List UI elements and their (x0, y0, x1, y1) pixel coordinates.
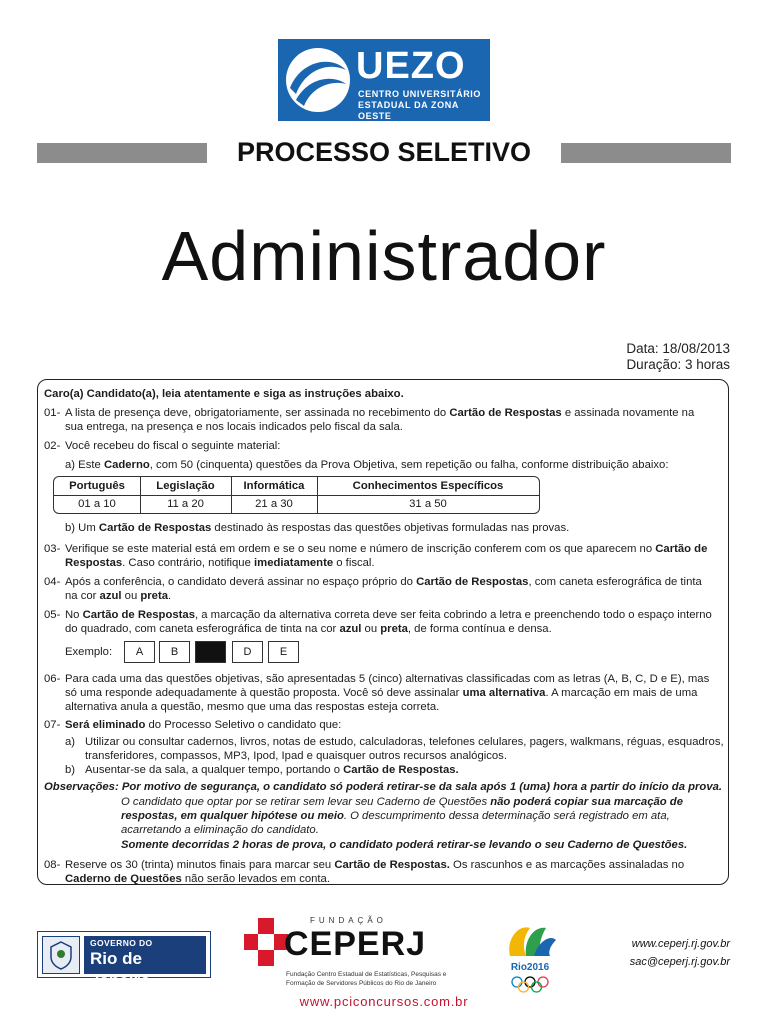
rio2016-emblem-icon (500, 918, 560, 964)
distribution-table (53, 476, 540, 514)
example-label: Exemplo: (65, 646, 113, 658)
item-number: 08- (44, 859, 61, 871)
item-01-line1: A lista de presença deve, obrigatoriamente, ser assinada no recebimento do Cartão de Respostas e assinada novamente na (65, 407, 695, 419)
governo-rj-logo (37, 931, 211, 990)
title-bar-right (561, 143, 731, 163)
ceperj-name: CEPERJ (284, 925, 427, 963)
example-option-e: E (268, 641, 299, 663)
item-number: 04- (44, 576, 61, 588)
uezo-swirl-icon (286, 48, 350, 112)
table-header: Conhecimentos Específicos (352, 480, 504, 492)
uezo-subtitle-line2: ESTADUAL DA ZONA OESTE (358, 100, 459, 121)
item-05-line1: No Cartão de Respostas, a marcação da alternativa correta deve ser feita cobrindo a letra e preenchendo todo o espaço interno (65, 609, 712, 621)
item-07-sub-a-line1: Utilizar ou consultar cadernos, livros, notas de estudo, calculadoras, telefones celulares, pagers, walkmans, réguas, esquadros, (85, 736, 724, 748)
governo-rj-label (84, 936, 206, 990)
table-header: Português (69, 480, 125, 492)
rio2016-label: Rio2016 (510, 962, 550, 973)
table-cell: 11 a 20 (167, 498, 204, 510)
table-cell: 01 a 10 (78, 498, 116, 510)
item-07-sub-a-label: a) (65, 736, 76, 748)
item-04-line1: Após a conferência, o candidato deverá assinar no espaço próprio do Cartão de Respostas, com caneta esferográfica de tinta (65, 576, 702, 588)
uezo-logo (278, 39, 490, 121)
observations-line1: Observações: Por motivo de segurança, o candidato só poderá retirar-se da sala após 1 (uma) hora a partir do início da prova. (44, 781, 723, 793)
item-03-line1: Verifique se este material está em ordem e se o seu nome e número de inscrição conferem com os que aparecem no Cartão de (65, 543, 708, 555)
example-option-b: B (159, 641, 190, 663)
item-08-line1: Reserve os 30 (trinta) minutos finais para marcar seu Cartão de Respostas. Os rascunhos e as marcações assinaladas no (65, 859, 685, 871)
item-05-line2: do quadrado, com caneta esferográfica de tinta na cor azul ou preta, de forma contínua e densa. (65, 623, 552, 635)
item-08-line2: Caderno de Questões não serão levados em conta. (65, 873, 330, 885)
ceperj-fundacao: FUNDAÇÃO (310, 916, 387, 925)
ceperj-description: Fundação Centro Estadual de Estatísticas, Pesquisas e Formação de Servidores Públicos do Rio de Janeiro (286, 971, 447, 987)
item-07-sub-b: Ausentar-se da sala, a qualquer tempo, portando o Cartão de Respostas. (85, 764, 459, 776)
item-03-line2: Respostas. Caso contrário, notifique imediatamente o fiscal. (65, 557, 375, 569)
title-bar-left (37, 143, 207, 163)
exam-duration: Duração: 3 horas (626, 357, 730, 372)
item-06-line1: Para cada uma das questões objetivas, são apresentadas 5 (cinco) alternativas classificadas com as letras (A, B, C, D e E), mas (65, 673, 710, 685)
email-link[interactable]: sac@ceperj.rj.gov.br (629, 956, 730, 968)
example-option-c-filled (195, 641, 226, 663)
observations-line4: acarretando a eliminação do candidato. (121, 824, 319, 836)
item-number: 06- (44, 673, 61, 685)
governo-line1: GOVERNO DO (90, 938, 153, 948)
item-02-a: a) Este Caderno, com 50 (cinquenta) questões da Prova Objetiva, sem repetição ou falha, conforme distribuição abaixo: (65, 459, 669, 471)
item-04-line2: na cor azul ou preta. (65, 590, 172, 602)
website-link[interactable]: www.ceperj.rj.gov.br (631, 938, 730, 950)
item-number: 03- (44, 543, 61, 555)
item-07-sub-b-label: b) (65, 764, 76, 776)
item-07-sub-a-line2: transferidores, compassos, MP3, Ipod, Ipad e quaisquer outros recursos analógicos. (85, 750, 507, 762)
item-number: 07- (44, 719, 61, 731)
ceperj-cross-icon (244, 918, 288, 978)
item-02-line1: Você recebeu do fiscal o seguinte material: (65, 440, 281, 452)
item-01-line2: sua entrega, na presença e nos locais indicados pelo fiscal da sala. (65, 421, 403, 433)
item-number: 05- (44, 609, 61, 621)
item-06-line2: só uma responde adequadamente à questão proposta. Você só deve assinalar uma alternativa. A marcação em mais de uma (65, 687, 698, 699)
example-option-a: A (124, 641, 155, 663)
governo-line2: Rio de Janeiro (90, 949, 151, 990)
section-title: PROCESSO SELETIVO (236, 137, 532, 167)
item-02-b: b) Um Cartão de Respostas destinado às respostas das questões objetivas formuladas nas provas. (65, 522, 570, 534)
instructions-intro: Caro(a) Candidato(a), leia atentamente e siga as instruções abaixo. (44, 388, 404, 400)
page-title: Administrador (161, 217, 607, 295)
item-number: 01- (44, 407, 61, 419)
exam-date: Data: 18/08/2013 (626, 341, 730, 356)
ceperj-logo (244, 914, 454, 994)
table-header: Informática (243, 480, 305, 492)
rio2016-logo (500, 918, 560, 996)
item-07-line1: Será eliminado do Processo Seletivo o candidato que: (65, 719, 342, 731)
rj-crest-icon (42, 936, 80, 974)
observations-line5: Somente decorridas 2 horas de prova, o candidato poderá retirar-se levando o seu Caderno de Questões. (121, 839, 688, 851)
table-cell: 21 a 30 (255, 498, 293, 510)
example-option-d: D (232, 641, 263, 663)
observations-line2: O candidato que optar por se retirar sem levar seu Caderno de Questões não poderá copiar sua marcação de (121, 796, 683, 808)
source-url[interactable]: www.pciconcursos.com.br (299, 994, 469, 1009)
uezo-subtitle (358, 89, 490, 122)
item-number: 02- (44, 440, 61, 452)
table-cell: 31 a 50 (409, 498, 447, 510)
uezo-subtitle-line1: CENTRO UNIVERSITÁRIO (358, 89, 482, 99)
olympic-rings-icon (510, 976, 550, 994)
uezo-brand: UEZO (356, 45, 466, 87)
observations-line3: respostas, em qualquer hipótese ou meio. O descumprimento dessa determinação será registrado em ata, (121, 810, 670, 822)
item-06-line3: alternativa anula a questão, mesmo que uma das respostas esteja correta. (65, 701, 440, 713)
table-header: Legislação (156, 480, 215, 492)
